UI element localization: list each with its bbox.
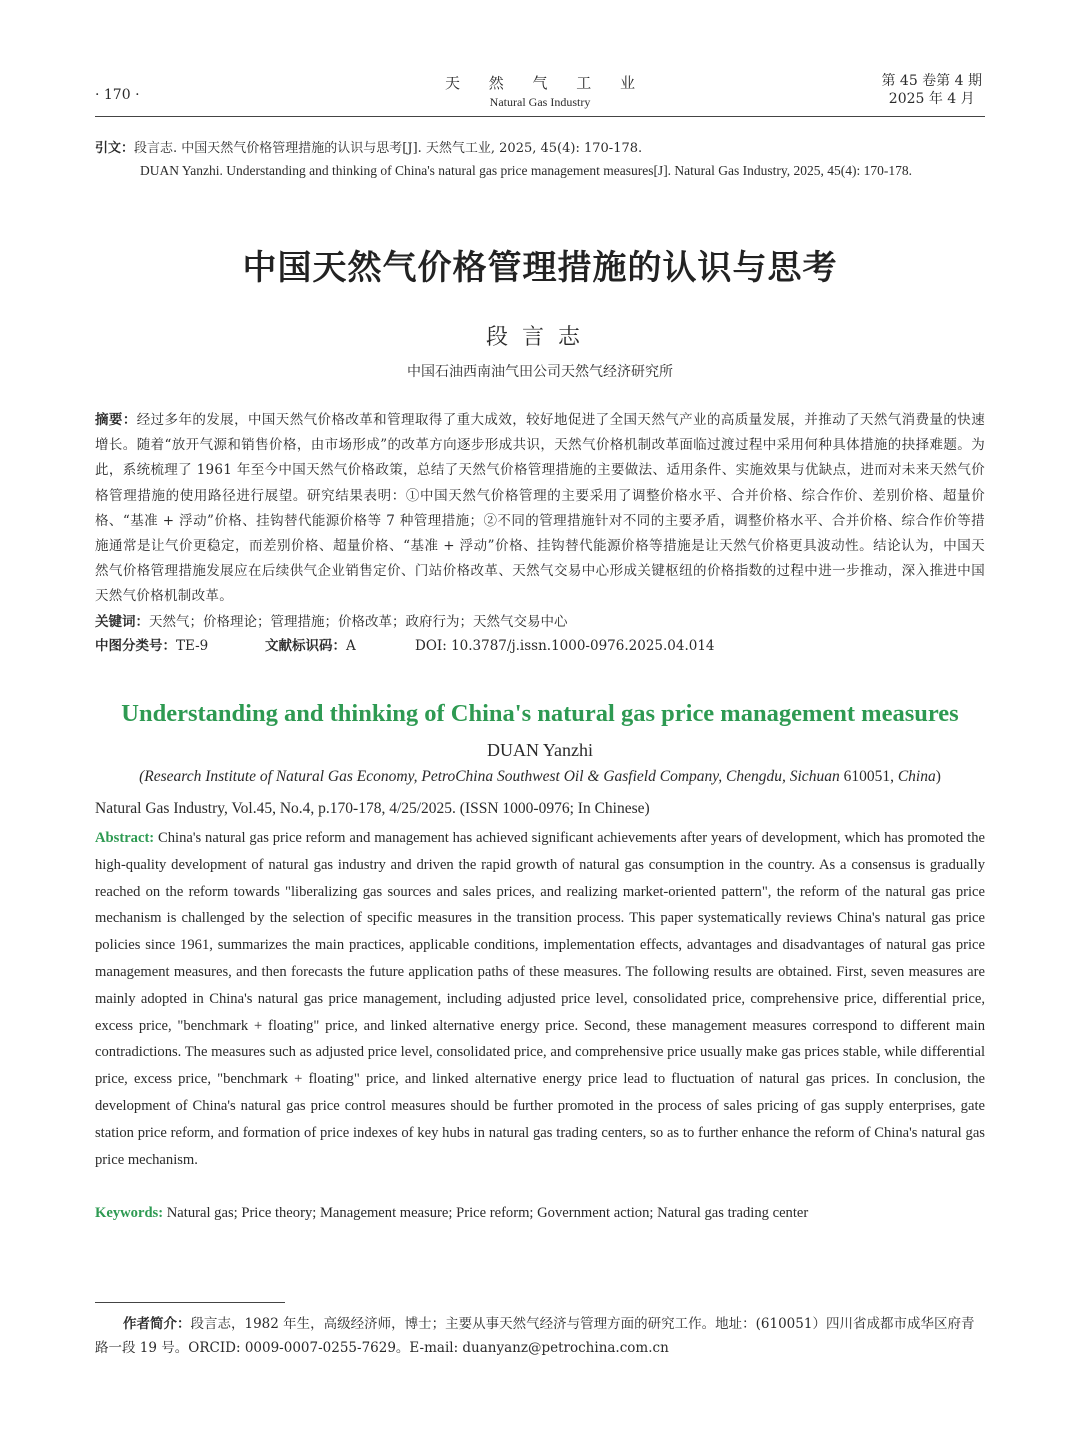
- footnote-divider: [95, 1302, 285, 1303]
- affil-postcode: 610051,: [839, 768, 898, 785]
- journal-name-cn: 天 然 气 工 业: [444, 74, 648, 92]
- classification-line: [95, 634, 985, 658]
- keywords-cn-label: 关键词：: [95, 614, 149, 630]
- footnote-text: 段言志，1982 年生，高级经济师，博士；主要从事天然气经济与管理方面的研究工作。地址：(610051）四川省成都市成华区府青路一段 19 号。ORCID: 0009-0007-0255-7629。E-mail: duanyanz@petrochina.com.cn: [95, 1316, 975, 1356]
- running-header: [380, 72, 700, 110]
- footnote-label: 作者简介：: [123, 1316, 191, 1332]
- volume-issue: 第 45 卷第 4 期: [881, 73, 982, 89]
- affil-paren-open: (: [139, 768, 145, 785]
- affil-country: China: [897, 768, 936, 785]
- abstract-en: [95, 825, 985, 1173]
- issue-info: [881, 72, 982, 108]
- citation-block: [95, 138, 985, 182]
- abstract-cn: [95, 408, 985, 610]
- affiliation-en: [0, 768, 1080, 786]
- keywords-cn: [95, 610, 985, 634]
- citation-cn: 段言志. 中国天然气价格管理措施的认识与思考[J]. 天然气工业, 2025, 45(4): 170-178.: [134, 141, 643, 156]
- abstract-cn-text: 经过多年的发展，中国天然气价格改革和管理取得了重大成效，较好地促进了全国天然气产业的高质量发展，并推动了天然气消费量的快速增长。随着“放开气源和销售价格，由市场形成”的改革方向逐步形成共识，天然气价格机制改革面临过渡过程中采用何种具体措施的抉择难题。为此，系统梳理了 1961 年至今中国天然气价格政策，总结了天然气价格管理措施的主要做法、适用条件、实施效果与优缺点，进而对未来天然气价格管理措施的使用路径进行展望。研究结果表明：①中国天然气价格管理的主要采用了调整价格水平、合并价格、综合作价、差别价格、超量价格、“基准 + 浮动”价格、挂钩替代能源价格等 7 种管理措施；②不同的管理措施针对不同的主要矛盾，调整价格水平、合并价格、综合作价等措施通常是让气价更稳定，而差别价格、超量价格、“基准 + 浮动”价格、挂钩替代能源价格等措施是让天然气价格更具波动性。结论认为，中国天然气价格管理措施发展应在后续供气企业销售定价、门站价格改革、天然气交易中心形成关键枢纽的价格指数的过程中进一步推动，深入推进中国天然气价格机制改革。: [95, 412, 985, 605]
- article-title-cn: 中国天然气价格管理措施的认识与思考: [242, 248, 838, 288]
- affiliation-cn: 中国石油西南油气田公司天然气经济研究所: [407, 364, 673, 380]
- author-en: DUAN Yanzhi: [486, 740, 593, 760]
- doc-code-value: A: [346, 638, 356, 654]
- abstract-en-text: China's natural gas price reform and management has achieved significant achievements after years of development, which has promoted the high-quality development of natural gas industry and driven the rapid growth of natural gas consumption in the country. As a consensus is gradually reached on the reform towards "liberalizing gas sources and sales prices, and realizing market-oriented pattern", the reform of the natural gas price mechanism is challenged by the selection of specific measures in the transition process. This paper systematically reviews China's natural gas price policies since 1961, summarizes the main practices, applicable conditions, implementation effects, advantages and disadvantages of natural gas price management measures, and then forecasts the future application paths of these measures. The following results are obtained. First, seven measures are mainly adopted in China's natural gas price management, including adjusted price level, consolidated price, comprehensive price, differential price, excess price, "benchmark + floating" price, and linked alternative energy price. Second, these management measures correspond to different main contradictions. The measures such as adjusted price level, consolidated price, and comprehensive price usually make gas prices stable, while differential price, excess price, "benchmark + floating" price, and linked alternative energy price lead to fluctuation of natural gas prices. In conclusion, the development of China's natural gas price control measures should be further promoted in the process of sales pricing of gas supply enterprises, gate station price reform, and formation of price indexes of key hubs in natural gas trading centers, so as to further enhance the reform of China's natural gas price mechanism.: [95, 830, 985, 1168]
- keywords-en-text: Natural gas; Price theory; Management measure; Price reform; Government action; Natural gas trading center: [163, 1205, 809, 1221]
- article-title-en: Understanding and thinking of China's natural gas price management measures: [121, 700, 959, 727]
- keywords-cn-text: 天然气；价格理论；管理措施；价格改革；政府行为；天然气交易中心: [149, 614, 568, 630]
- author-footnote: [95, 1312, 985, 1360]
- header-divider: [95, 116, 985, 117]
- issue-date: 2025 年 4 月: [888, 91, 975, 107]
- citation-en: DUAN Yanzhi. Understanding and thinking of China's natural gas price management measures[J]. Natural Gas Industry, 2025, 45(4): 170-178.: [140, 163, 913, 178]
- journal-name-en: Natural Gas Industry: [489, 95, 591, 109]
- doi: DOI: 10.3787/j.issn.1000-0976.2025.04.014: [415, 638, 715, 654]
- journal-line-en: Natural Gas Industry, Vol.45, No.4, p.170-178, 4/25/2025. (ISSN 1000-0976; In Chinese): [95, 800, 650, 817]
- page-number: · 170 ·: [95, 87, 140, 103]
- affil-institution: Research Institute of Natural Gas Economy, PetroChina Southwest Oil & Gasfield Company, Chengdu, Sichuan: [144, 768, 840, 785]
- keywords-en-label: Keywords:: [95, 1205, 164, 1221]
- affil-paren-close: ): [935, 768, 941, 785]
- author-cn: 段言志: [485, 325, 594, 350]
- abstract-en-label: Abstract:: [95, 830, 155, 846]
- doc-code-label: 文献标识码：: [265, 638, 346, 654]
- keywords-en: [95, 1201, 985, 1225]
- abstract-cn-label: 摘要：: [95, 412, 137, 428]
- clc-label: 中图分类号：: [95, 638, 176, 654]
- citation-label: 引文：: [95, 141, 135, 156]
- clc-value: TE-9: [176, 638, 209, 654]
